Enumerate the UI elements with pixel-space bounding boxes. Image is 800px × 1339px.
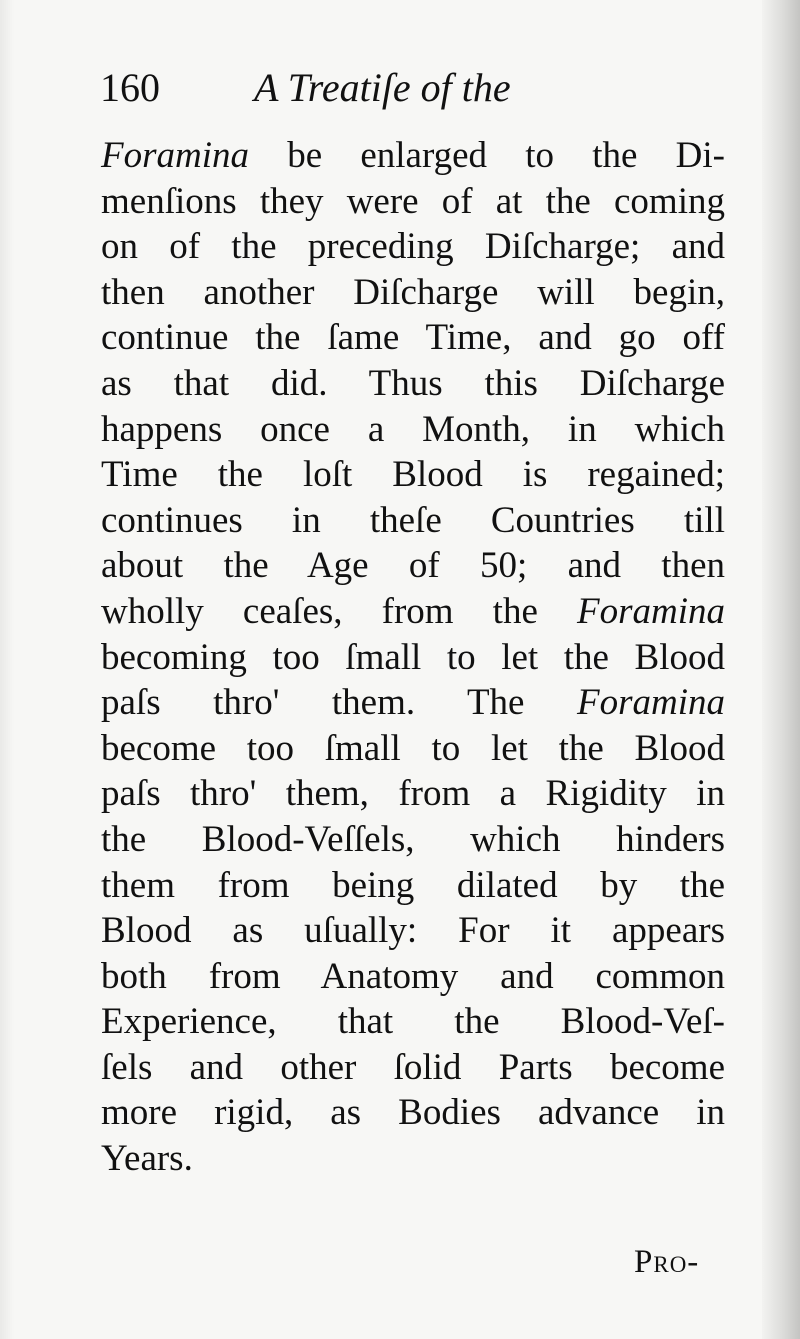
- italic-word: Foramina: [101, 135, 249, 176]
- text-line: continues in theſe Countries till: [101, 499, 725, 541]
- running-head: A Treatiſe of the: [254, 65, 511, 110]
- text-line: as that did. Thus this Diſcharge: [101, 362, 725, 404]
- text-line: Experience, that the Blood-Veſ-: [101, 1001, 725, 1043]
- catchword: Pro-: [634, 1244, 700, 1280]
- text-line: [101, 680, 725, 726]
- text-line: them from being dilated by the: [101, 864, 725, 906]
- text-span: paſs thro' them. The: [101, 682, 525, 724]
- page-gutter-shadow: [0, 0, 14, 1339]
- text-line: menſions they were of at the coming: [101, 180, 725, 222]
- text-line: Years.: [101, 1138, 193, 1180]
- text-line: become too ſmall to let the Blood: [101, 727, 725, 769]
- text-line: continue the ſame Time, and go off: [101, 317, 725, 359]
- text-line: [101, 133, 725, 179]
- text-line: becoming too ſmall to let the Blood: [101, 636, 725, 678]
- text-line: [101, 589, 725, 635]
- text-line: then another Diſcharge will begin,: [101, 271, 725, 313]
- italic-word: Foramina: [577, 590, 725, 632]
- text-span: wholly ceaſes, from the: [101, 590, 538, 632]
- text-line: happens once a Month, in which: [101, 408, 725, 450]
- text-line: about the Age of 50; and then: [101, 545, 725, 587]
- text-line: ſels and other ſolid Parts become: [101, 1046, 725, 1088]
- text-line: on of the preceding Diſcharge; and: [101, 226, 725, 268]
- body-text: [101, 133, 725, 1182]
- page-number: 160: [100, 65, 160, 110]
- text-line: Time the loſt Blood is regained;: [101, 454, 725, 496]
- text-line: paſs thro' them, from a Rigidity in: [101, 773, 725, 815]
- text-line: more rigid, as Bodies advance in: [101, 1092, 725, 1134]
- text-span: be enlarged to the Di-: [287, 135, 725, 176]
- text-line: both from Anatomy and common: [101, 955, 725, 997]
- text-line: the Blood-Veſſels, which hinders: [101, 818, 725, 860]
- text-line: Blood as uſually: For it appears: [101, 910, 725, 952]
- page-edge-shadow: [762, 0, 800, 1339]
- italic-word: Foramina: [577, 682, 725, 724]
